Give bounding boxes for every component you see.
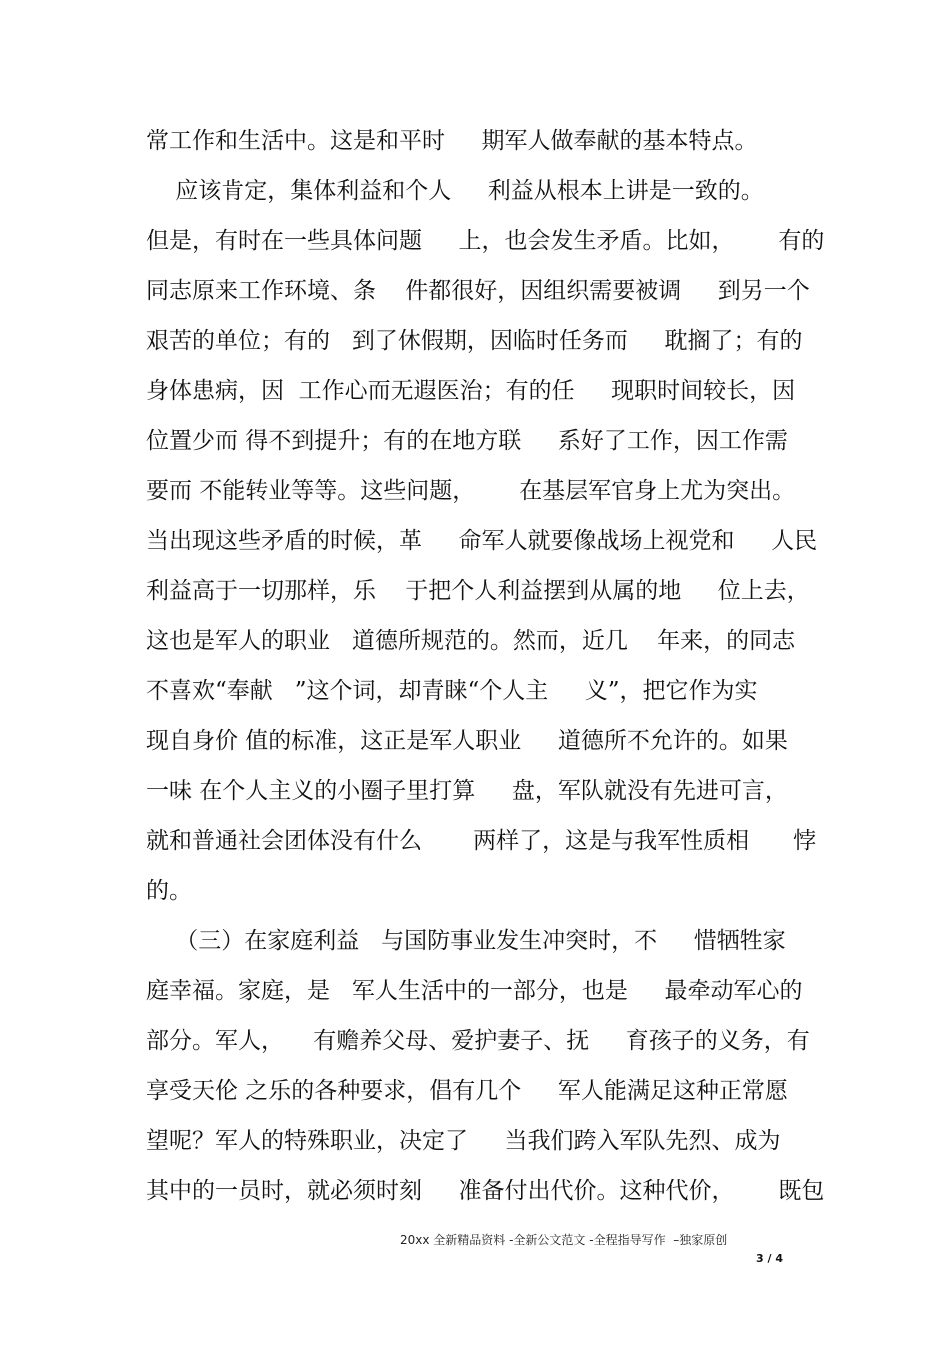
text-line: 利益高于一切那样，乐 于把个人利益摆到从属的地 位上去， (146, 578, 810, 604)
text-line: 其中的一员时，就必须时刻 准备付出代价。这种代价， 既包 (146, 1178, 825, 1204)
text-line: 身体患病，因 工作心而无遐医治；有的任 现职时间较长，因 (146, 378, 796, 404)
text-line: 现自身价 值的标准，这正是军人职业 道德所不允许的。如果 (146, 728, 788, 754)
text-line: 应该肯定，集体利益和个人 利益从根本上讲是一致的。 (146, 178, 764, 204)
text-line: 一味 在个人主义的小圈子里打算 盘，军队就没有先进可言， (146, 778, 788, 804)
text-line: 享受天伦 之乐的各种要求，倡有几个 军人能满足这种正常愿 (146, 1078, 788, 1104)
text-line: （三）在家庭利益 与国防事业发生冲突时，不 惜牺牲家 (146, 928, 786, 954)
text-line: 就和普通社会团体没有什么 两样了，这是与我军性质相 悖 (146, 828, 817, 854)
text-line: 同志原来工作环境、条 件都很好，因组织需要被调 到另一个 (146, 278, 810, 304)
text-line: 不喜欢“奉献 ”这个词，却青睐“个人主 义”，把它作为实 (146, 678, 758, 704)
text-line: 部分。军人， 有赡养父母、爱护妻子、抚 育孩子的义务，有 (146, 1028, 810, 1054)
text-line: 的。 (146, 878, 192, 904)
text-line: 望呢？军人的特殊职业，决定了 当我们跨入军队先烈、成为 (146, 1128, 781, 1154)
page-number: 3 / 4 (756, 1252, 783, 1265)
text-line: 位置少而 得不到提升；有的在地方联 系好了工作，因工作需 (146, 428, 788, 454)
text-line: 这也是军人的职业 道德所规范的。然而，近几 年来，的同志 (146, 628, 796, 654)
text-line: 要而 不能转业等等。这些问题， 在基层军官身上尤为突出。 (146, 478, 796, 504)
text-line: 常工作和生活中。这是和平时 期军人做奉献的基本特点。 (146, 128, 758, 154)
text-line: 艰苦的单位；有的 到了休假期，因临时任务而 耽搁了；有的 (146, 328, 803, 354)
text-line: 但是，有时在一些具体问题 上，也会发生矛盾。比如， 有的 (146, 228, 825, 254)
text-line: 当出现这些矛盾的时候，革 命军人就要像战场上视党和 人民 (146, 528, 818, 554)
text-line: 庭幸福。家庭，是 军人生活中的一部分，也是 最牵动军心的 (146, 978, 803, 1004)
footer-text: 20xx 全新精品资料 -全新公文范文 -全程指导写作 –独家原创 (400, 1233, 728, 1247)
